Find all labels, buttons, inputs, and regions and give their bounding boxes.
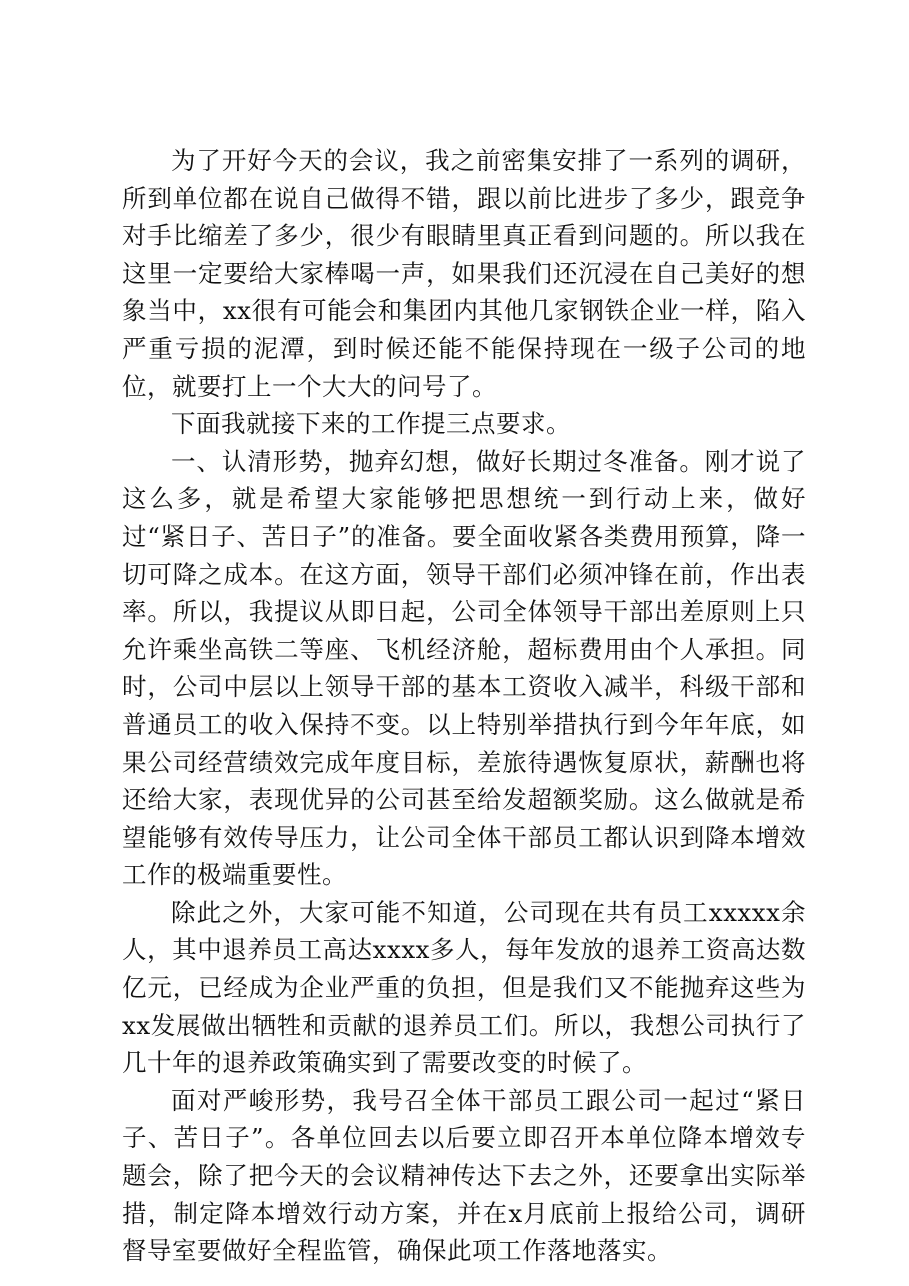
document-body — [122, 142, 806, 1270]
paragraph-2: 下面我就接下来的工作提三点要求。 — [171, 409, 571, 439]
paragraph-1: 为了开好今天的会议，我之前密集安排了一系列的调研，所到单位都在说自己做得不错，跟以前比进步了多少，跟竞争对手比缩差了多少，很少有眼睛里真正看到问题的。所以我在这里一定要给大家棒喝一声，如果我们还沉浸在自己美好的想象当中，xx很有可能会和集团内其他几家钢铁企业一样，陷入严重亏损的泥潭，到时候还能不能保持现在一级子公司的地位，就要打上一个大大的问号了。 — [122, 146, 806, 401]
paragraph-4: 除此之外，大家可能不知道，公司现在共有员工xxxxx余人，其中退养员工高达xxxx多人，每年发放的退养工资高达数亿元，已经成为企业严重的负担，但是我们又不能抛弃这些为xx发展做出牺牲和贡献的退养员工们。所以，我想公司执行了几十年的退养政策确实到了需要改变的时候了。 — [122, 897, 806, 1078]
paragraph-5: 面对严峻形势，我号召全体干部员工跟公司一起过“紧日子、苦日子”。各单位回去以后要立即召开本单位降本增效专题会，除了把今天的会议精神传达下去之外，还要拿出实际举措，制定降本增效行动方案，并在x月底前上报给公司，调研督导室要做好全程监管，确保此项工作落地落实。 — [122, 1085, 806, 1266]
paragraph-3: 一、认清形势，抛弃幻想，做好长期过冬准备。刚才说了这么多，就是希望大家能够把思想统一到行动上来，做好过“紧日子、苦日子”的准备。要全面收紧各类费用预算，降一切可降之成本。在这方面，领导干部们必须冲锋在前，作出表率。所以，我提议从即日起，公司全体领导干部出差原则上只允许乘坐高铁二等座、飞机经济舱，超标费用由个人承担。同时，公司中层以上领导干部的基本工资收入减半，科级干部和普通员工的收入保持不变。以上特别举措执行到今年年底，如果公司经营绩效完成年度目标，差旅待遇恢复原状，薪酬也将还给大家，表现优异的公司甚至给发超额奖励。这么做就是希望能够有效传导压力，让公司全体干部员工都认识到降本增效工作的极端重要性。 — [122, 446, 806, 890]
